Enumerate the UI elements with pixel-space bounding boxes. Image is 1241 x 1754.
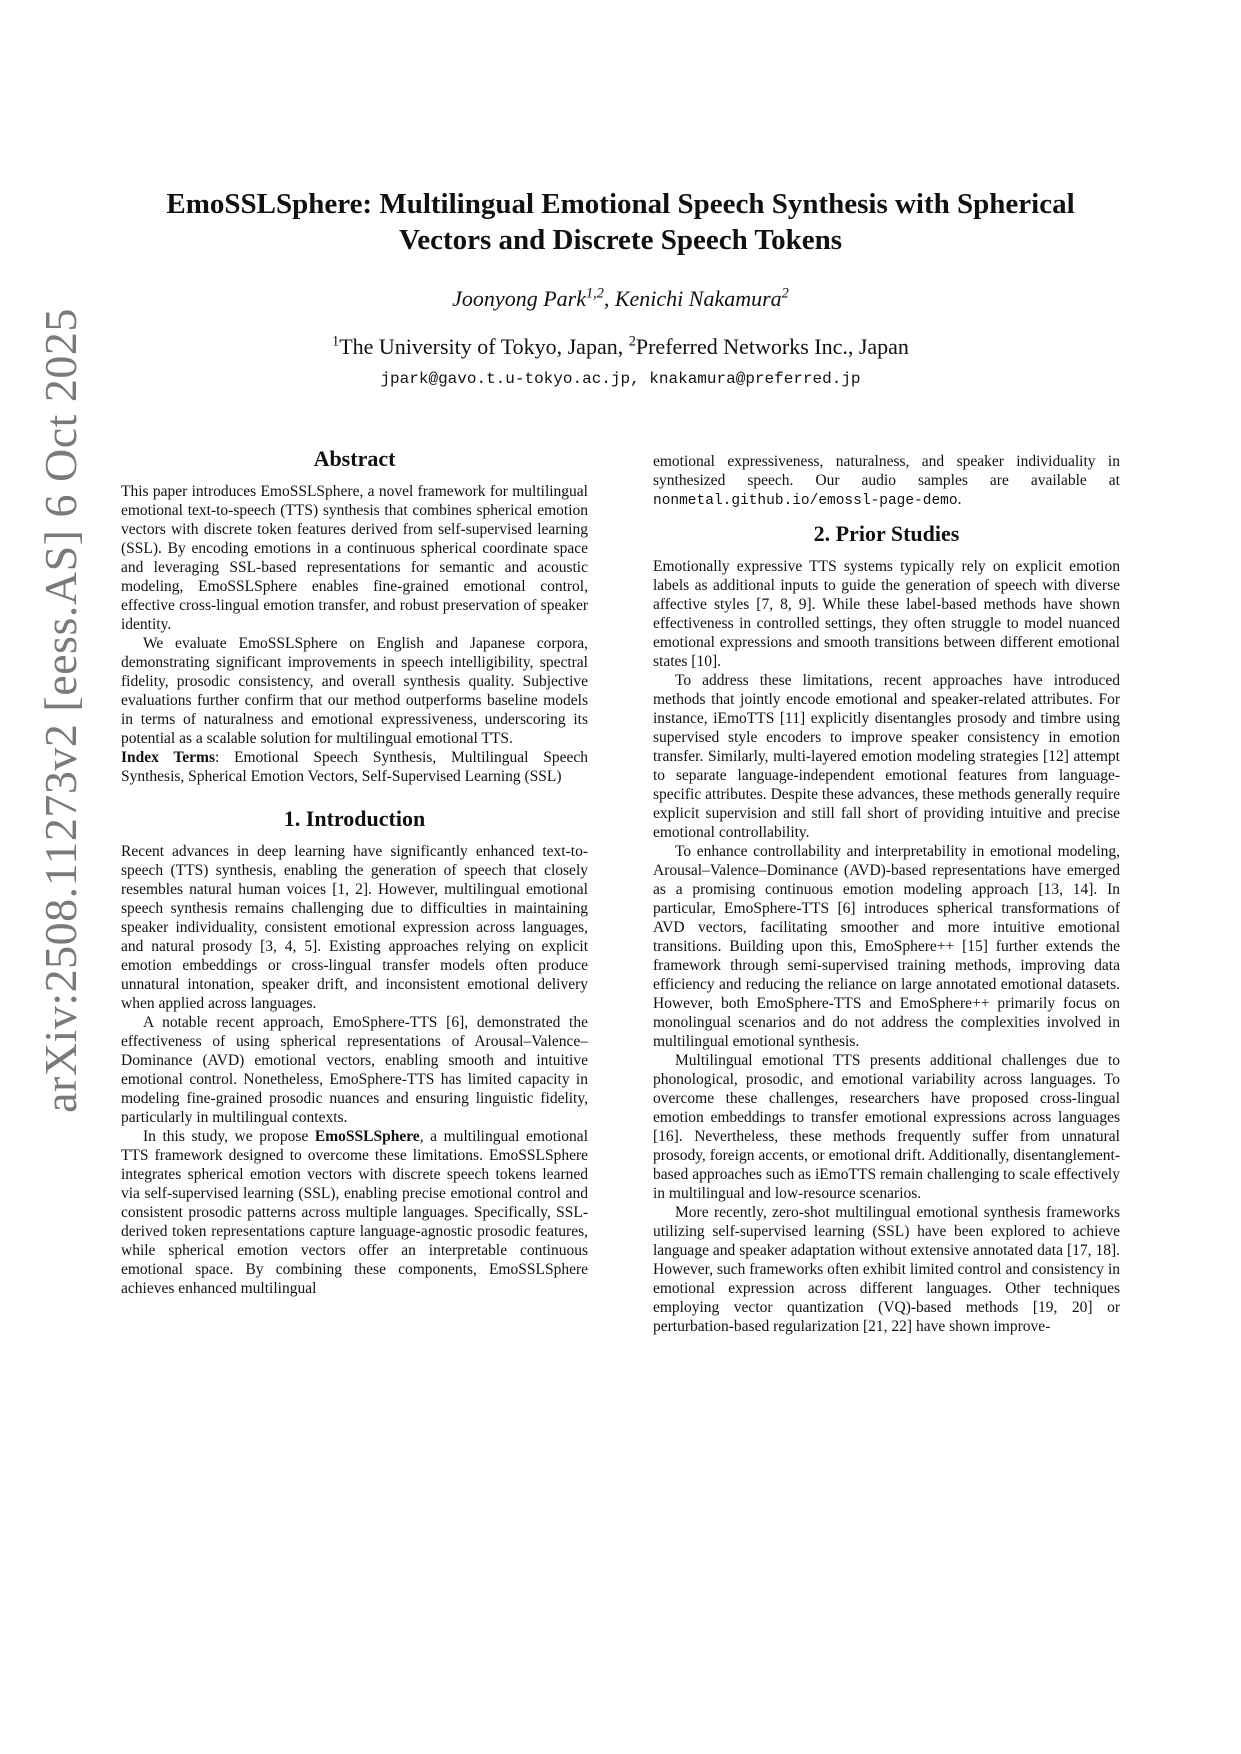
- author-affiliation-mark: 1,2: [585, 285, 604, 302]
- author-affiliation-mark: 2: [781, 285, 789, 302]
- prior-studies-heading: 2. Prior Studies: [813, 521, 960, 546]
- introduction-paragraph: [121, 1127, 588, 1298]
- prior-studies-paragraph: To address these limitations, recent approaches have introduced methods that jointly encode emotional and speaker-related attributes. For instance, iEmoTTS [11] explicitly disentangles prosody and timbre using supervised style encoders to improve speaker consistency in emotion transfer. Similarly, multi-layered emotion modeling strategies [12] attempt to separate language-independent emotional features from language-specific attributes. Despite these advances, these methods generally require explicit supervision and still fall short of providing intuitive and precise emotional controllability.: [653, 672, 1120, 841]
- affiliation-mark: 2: [628, 333, 636, 350]
- author-name: Joonyong Park: [452, 286, 586, 311]
- text-run: emotional expressiveness, naturalness, and speaker individuality in synthesized speech. Our audio samples are available at: [653, 453, 1120, 489]
- text-run: In this study, we propose: [143, 1128, 315, 1145]
- introduction-paragraph: A notable recent approach, EmoSphere-TTS [6], demonstrated the effectiveness of using spherical representations of Arousal–Valence–Dominance (AVD) emotional vectors, enabling smooth and intuitive emotional control. Nonetheless, EmoSphere-TTS has limited capacity in modeling fine-grained prosodic nuances and ensuring linguistic fidelity, particularly in multilingual contexts.: [121, 1014, 588, 1126]
- method-name: EmoSSLSphere: [314, 1128, 420, 1145]
- index-terms-label: Index Terms: [121, 749, 215, 766]
- introduction-paragraph: Recent advances in deep learning have significantly enhanced text-to-speech (TTS) synthesis, enabling the generation of speech that closely resembles natural human voices [1, 2]. However, multilingual emotional speech synthesis remains challenging due to difficulties in maintaining speaker individuality, consistent emotional expression across languages, and natural prosody [3, 4, 5]. Existing approaches relying on explicit emotion embeddings or cross-lingual transfer models often produce unnatural intonation, speaker drift, and inconsistent emotional delivery when applied across languages.: [121, 843, 588, 1012]
- abstract-paragraph: We evaluate EmoSSLSphere on English and Japanese corpora, demonstrating significant improvements in speech intelligibility, spectral fidelity, prosodic consistency, and overall synthesis quality. Subjective evaluations further confirm that our method outperforms baseline models in terms of naturalness and emotional expressiveness, underscoring its potential as a scalable solution for multilingual emotional TTS.: [121, 635, 588, 747]
- affiliation-name: The University of Tokyo, Japan,: [339, 334, 629, 359]
- abstract-heading: Abstract: [313, 446, 396, 471]
- demo-url-link[interactable]: nonmetal.github.io/emossl-page-demo: [653, 493, 958, 509]
- index-terms-text: : Emotional Speech Synthesis, Multilingual Speech Synthesis, Spherical Emotion Vectors, Self-Supervised Learning (SSL): [121, 749, 588, 785]
- affiliation-mark: 1: [332, 333, 340, 350]
- introduction-paragraph-continued: [653, 452, 1120, 511]
- index-terms: [121, 748, 588, 786]
- paper-title: EmoSSLSphere: Multilingual Emotional Speech Synthesis with Spherical Vectors and Discrete Speech Tokens: [166, 188, 1075, 256]
- affiliations: [130, 334, 1111, 360]
- abstract-paragraph: This paper introduces EmoSSLSphere, a novel framework for multilingual emotional text-to-speech (TTS) synthesis that combines spherical emotion vectors with discrete token features derived from self-supervised learning (SSL). By encoding emotions in a continuous spherical coordinate space and leveraging SSL-based representations for semantic and acoustic modeling, EmoSSLSphere enables fine-grained emotional control, effective cross-lingual emotion transfer, and robust preservation of speaker identity.: [121, 483, 588, 633]
- prior-studies-paragraph: Multilingual emotional TTS presents additional challenges due to phonological, prosodic, and emotional variability across languages. To overcome these challenges, researchers have proposed cross-lingual emotion embeddings to transfer emotional expressions across languages [16]. Nevertheless, these methods frequently suffer from unnatural prosody, foreign accents, or emotional drift. Additionally, disentanglement-based approaches such as iEmoTTS remain challenging to scale effectively in multilingual and low-resource scenarios.: [653, 1052, 1120, 1202]
- prior-studies-paragraph: To enhance controllability and interpretability in emotional modeling, Arousal–Valence–Dominance (AVD)-based representations have emerged as a promising continuous emotion modeling approach [13, 14]. In particular, EmoSphere-TTS [6] introduces spherical transformations of AVD vectors, facilitating smoother and more intuitive emotional transitions. Building upon this, EmoSphere++ [15] further extends the framework through semi-supervised training methods, improving data efficiency and reducing the reliance on large annotated emotional datasets. However, both EmoSphere-TTS and EmoSphere++ primarily focus on monolingual scenarios and do not address the complexities involved in multilingual emotional synthesis.: [653, 843, 1120, 1050]
- affiliation-name: Preferred Networks Inc., Japan: [635, 334, 909, 359]
- prior-studies-paragraph: More recently, zero-shot multilingual emotional synthesis frameworks utilizing self-supervised learning (SSL) have been explored to achieve language and speaker adaptation without extensive annotated data [17, 18]. However, such frameworks often exhibit limited control and consistency in emotional expression across different languages. Other techniques employing vector quantization (VQ)-based methods [19, 20] or perturbation-based regularization [21, 22] have shown improve-: [653, 1204, 1120, 1335]
- prior-studies-paragraph: Emotionally expressive TTS systems typically rely on explicit emotion labels as additional inputs to guide the generation of speech with diverse affective styles [7, 8, 9]. While these label-based methods have shown effectiveness in controlled settings, they often struggle to model nuanced emotional expressions and smooth transitions between different emotional states [10].: [653, 558, 1120, 670]
- right-column: [653, 452, 1120, 1336]
- author-emails: jpark@gavo.t.u-tokyo.ac.jp, knakamura@preferred.jp: [380, 370, 861, 388]
- text-run: , a multilingual emotional TTS framework designed to overcome these limitations. EmoSSLSphere integrates spherical emotion vectors with discrete speech tokens learned via self-supervised learning (SSL), enabling precise emotional control and consistent prosodic patterns across multiple languages. Specifically, SSL-derived token representations capture language-agnostic prosodic features, while spherical emotion vectors offer an interpretable continuous emotional space. By combining these components, EmoSSLSphere achieves enhanced multilingual: [121, 1128, 588, 1297]
- introduction-heading: 1. Introduction: [283, 806, 426, 831]
- left-column: [121, 446, 588, 1298]
- arxiv-identifier-stamp: [28, 260, 92, 1160]
- text-run: .: [957, 491, 962, 508]
- author-list: Joonyong Park$^{1,2}$, Kenichi Nakamura$^2$: [452, 285, 789, 311]
- arxiv-identifier-text: arXiv:2508.11273v2 [eess.AS] 6 Oct 2025: [34, 307, 86, 1113]
- author-name: Kenichi Nakamura: [614, 286, 782, 311]
